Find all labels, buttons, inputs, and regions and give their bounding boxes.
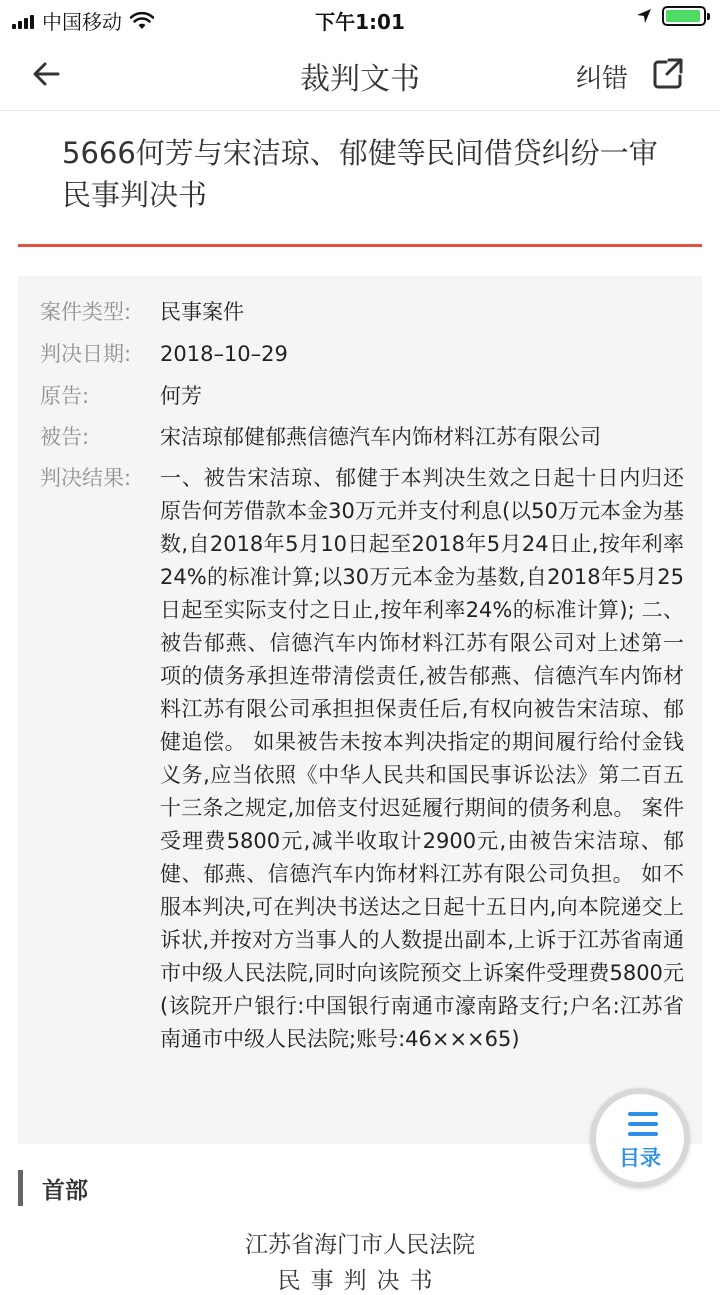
case-type-label: 案件类型: <box>40 300 132 324</box>
toc-label: 目录 <box>619 1146 661 1170</box>
section-title: 首部 <box>42 1178 88 1204</box>
document-type: 民事判决书 <box>277 1268 443 1294</box>
plaintiff-value: 何芳 <box>160 384 202 408</box>
carrier-name: 中国移动 <box>42 10 122 34</box>
list-icon <box>628 1112 658 1138</box>
page-title: 裁判文书 <box>300 62 420 97</box>
result-label: 判决结果: <box>40 466 132 490</box>
document-title: 5666何芳与宋洁琼、郁健等民间借贷纠纷一审民事判决书 <box>62 136 658 212</box>
correct-button[interactable]: 纠错 <box>575 64 628 94</box>
case-type-value: 民事案件 <box>160 300 244 324</box>
status-bar <box>0 0 720 36</box>
battery-icon <box>662 6 706 26</box>
toc-button[interactable] <box>590 1088 690 1188</box>
date-value: 2018–10–29 <box>160 342 288 366</box>
battery-level <box>666 10 700 22</box>
result-value: 一、被告宋洁琼、郁健于本判决生效之日起十日内归还原告何芳借款本金30万元并支付利息(以50万元本金为基数,自2018年5月10日起至2018年5月24日止,按年利率24%的标准计算;以30万元本金为基数,自2018年5月25日起至实际支付之日止,按年利率24%的标准计算); 二、被告郁燕、信德汽车内饰材料江苏有限公司对上述第一项的债务承担连带清偿责任,被告郁燕、信德汽车内饰材料江苏有限公司承担担保责任后,有权向被告宋洁琼、郁健追偿。 如果被告未按本判决指定的期间履行给付金钱义务,应当依照《中华人民共和国民事诉讼法》第二百五十三条之规定,加倍支付迟延履行期间的债务利息。 案件受理费5800元,减半收取计2900元,由被告宋洁琼、郁健、郁燕、信德汽车内饰材料江苏有限公司负担。 如不服本判决,可在判决书送达之日起十五日内,向本院递交上诉状,并按对方当事人的人数提出副本,上诉于江苏省南通市中级人民法院,同时向该院预交上诉案件受理费5800元(该院开户银行:中国银行南通市濠南路支行;户名:江苏省南通市中级人民法院;账号:46×××65) <box>160 466 684 1051</box>
date-label: 判决日期: <box>40 342 132 366</box>
plaintiff-label: 原告: <box>40 384 90 408</box>
status-time: 下午1:01 <box>315 10 405 34</box>
section-marker <box>18 1170 23 1206</box>
court-name: 江苏省海门市人民法院 <box>245 1232 475 1258</box>
nav-bar <box>0 36 720 111</box>
defendant-value: 宋洁琼郁健郁燕信德汽车内饰材料江苏有限公司 <box>160 425 601 449</box>
share-icon[interactable] <box>650 56 686 92</box>
defendant-label: 被告: <box>40 425 90 449</box>
case-info-panel <box>18 276 702 1144</box>
location-arrow-icon <box>636 8 652 24</box>
status-right <box>636 6 706 26</box>
title-divider <box>18 244 702 247</box>
